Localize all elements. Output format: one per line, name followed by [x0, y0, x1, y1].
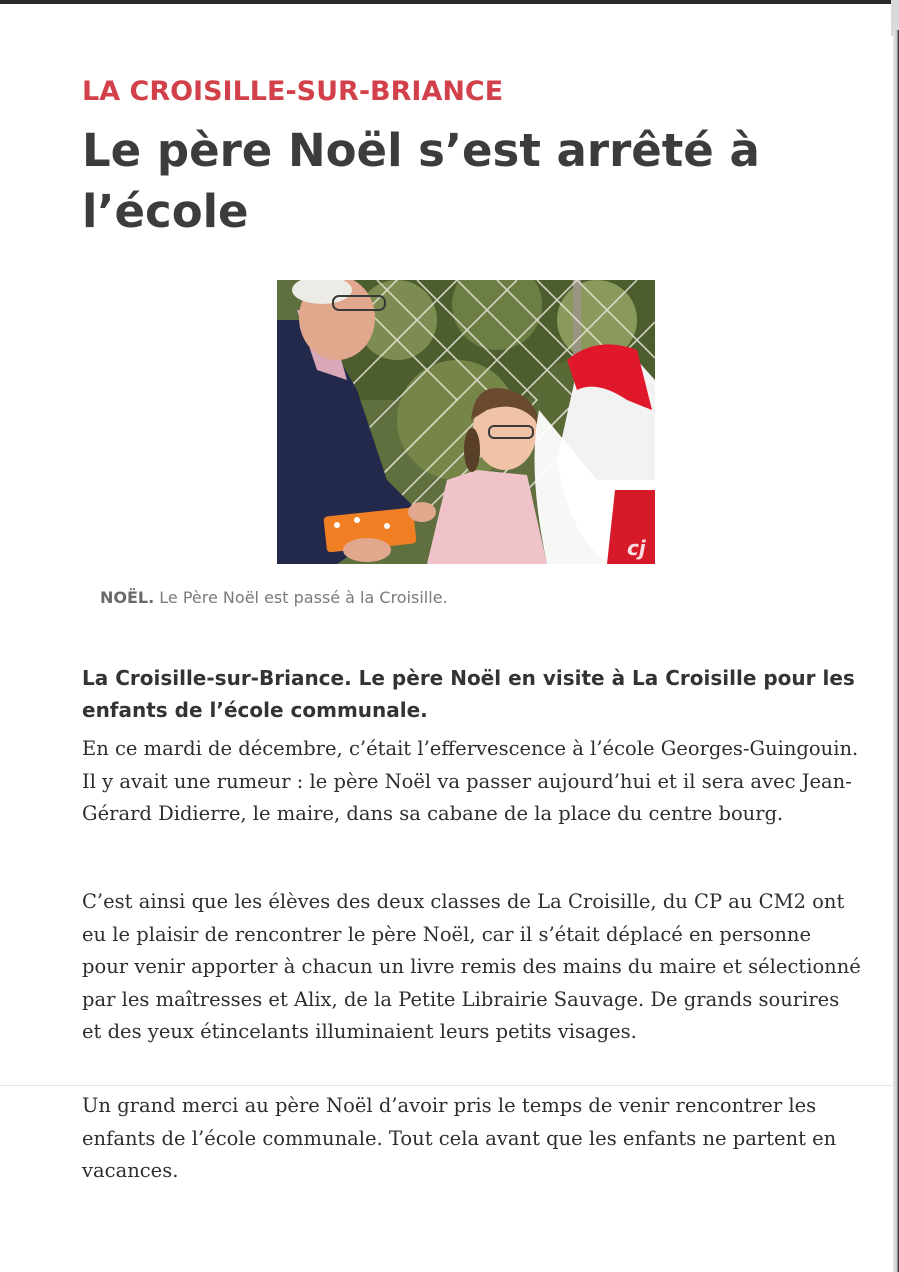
article-header [82, 72, 862, 242]
scan-border-right [893, 30, 899, 1272]
photo-caption [100, 588, 448, 607]
article-headline: Le père Noël s’est arrêté à l’école [82, 124, 760, 238]
article-paragraph: En ce mardi de décembre, c’était l’effervescence à l’école Georges-Guingouin. Il y avait une rumeur : le père Noël va passer aujourd’hui et il sera avec Jean-Gérard Didierre, le maire, dans sa cabane de la place du centre bourg. [82, 737, 859, 825]
photo-santa-children-icon [277, 280, 655, 564]
article-paragraph: Un grand merci au père Noël d’avoir pris le temps de venir rencontrer les enfants de l’école communale. Tout cela avant que les enfants ne partent en vacances. [82, 1094, 837, 1182]
scan-border-top [0, 0, 899, 4]
article-photo [277, 280, 655, 564]
article-paragraph: C’est ainsi que les élèves des deux classes de La Croisille, du CP au CM2 ont eu le plaisir de rencontrer le père Noël, car il s’était déplacé en personne pour venir apporter à chacun un livre remis des mains du maire et sélectionné par les maîtresses et Alix, de la Petite Librairie Sauvage. De grands sourires et des yeux étincelants illuminaient leurs petits visages. [82, 890, 861, 1043]
svg-text:cj: cj [627, 536, 646, 560]
scan-fold-line [0, 1085, 893, 1086]
article-chapo: La Croisille-sur-Briance. Le père Noël en visite à La Croisille pour les enfants de l’école communale. [82, 666, 855, 722]
article-kicker: LA CROISILLE-SUR-BRIANCE [82, 76, 504, 107]
caption-text: Le Père Noël est passé à la Croisille. [154, 588, 448, 607]
caption-lead: NOËL. [100, 588, 155, 607]
